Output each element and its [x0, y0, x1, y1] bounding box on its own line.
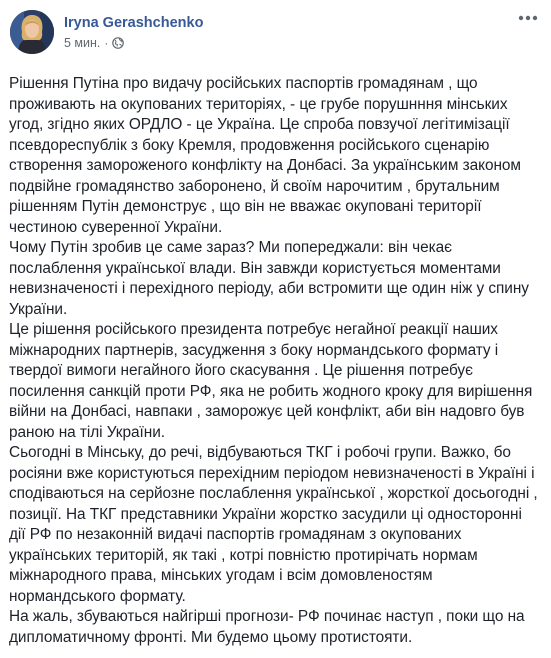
- post-header: [8, 8, 541, 68]
- post-paragraph: На жаль, збуваються найгірші прогнози- РФ починає наступ , поки що на дипломатичному фронті. Ми будемо цьому протистояти.: [9, 608, 525, 646]
- post-paragraph: Сьогодні в Мінську, до речі, відбуваються ТКГ і робочі групи. Важко, бо росіяни вже користуються перехідним періодом невизначеності в Україні і сподіваються на серйозне послаблення української , жорсткої досьогодні , позиції. На ТКГ представники України жорстко засудили ці односторонні дії РФ по незаконній видачі паспортів громадянам з окупованих українських територій, як такі , котрі повністю протирічать нормам міжнародного права, мінських угодам і всім домовленостям нормандського формату.: [9, 444, 538, 605]
- post-body: [8, 74, 541, 648]
- meta-separator: ·: [104, 36, 109, 50]
- avatar-portrait-icon: [10, 10, 54, 54]
- post-timestamp[interactable]: 5 мин.: [64, 36, 101, 50]
- post-paragraph: Це рішення російського президента потребує негайної реакції наших міжнародних партнерів, засудження з боку нормандського формату і твердої вимоги негайного його скасування . Це рішення потребує посилення санкцій проти РФ, яка не робить жодного кроку для вирішення війни на Донбасі, навпаки , заморожує цей конфлікт, аби він надовго був раною на тілі України.: [9, 321, 533, 441]
- avatar[interactable]: [10, 10, 54, 54]
- post-paragraph: Рішення Путіна про видачу російських паспортів громадянам , що проживають на окупованих територіях, - це грубе порушнння мінських угод, згідно яких ОРДЛО - це Україна. Це спроба повзучої легітимізації псевдореспублік з боку Кремля, продовження російського сценарію створення замороженого конфлікту на Донбасі. За українським законом подвійне громадянство заборонено, й своїм нарочитим , брутальним рішенням Путін демонструє , що він не вважає окуповані території честиною суверенної України.: [9, 75, 521, 236]
- globe-icon[interactable]: [112, 37, 124, 49]
- more-options-button[interactable]: [517, 10, 539, 26]
- more-horizontal-icon: [518, 15, 538, 21]
- author-name-link[interactable]: Iryna Gerashchenko: [64, 15, 204, 31]
- post-header-text: [64, 8, 541, 51]
- post-meta: [64, 35, 541, 51]
- post-paragraph: Чому Путін зробив це саме зараз? Ми попереджали: він чекає послаблення української влади. Він завжди користується моментами невизначеності і перехідного періоду, аби встромити ще один ніж у спину України.: [9, 239, 529, 318]
